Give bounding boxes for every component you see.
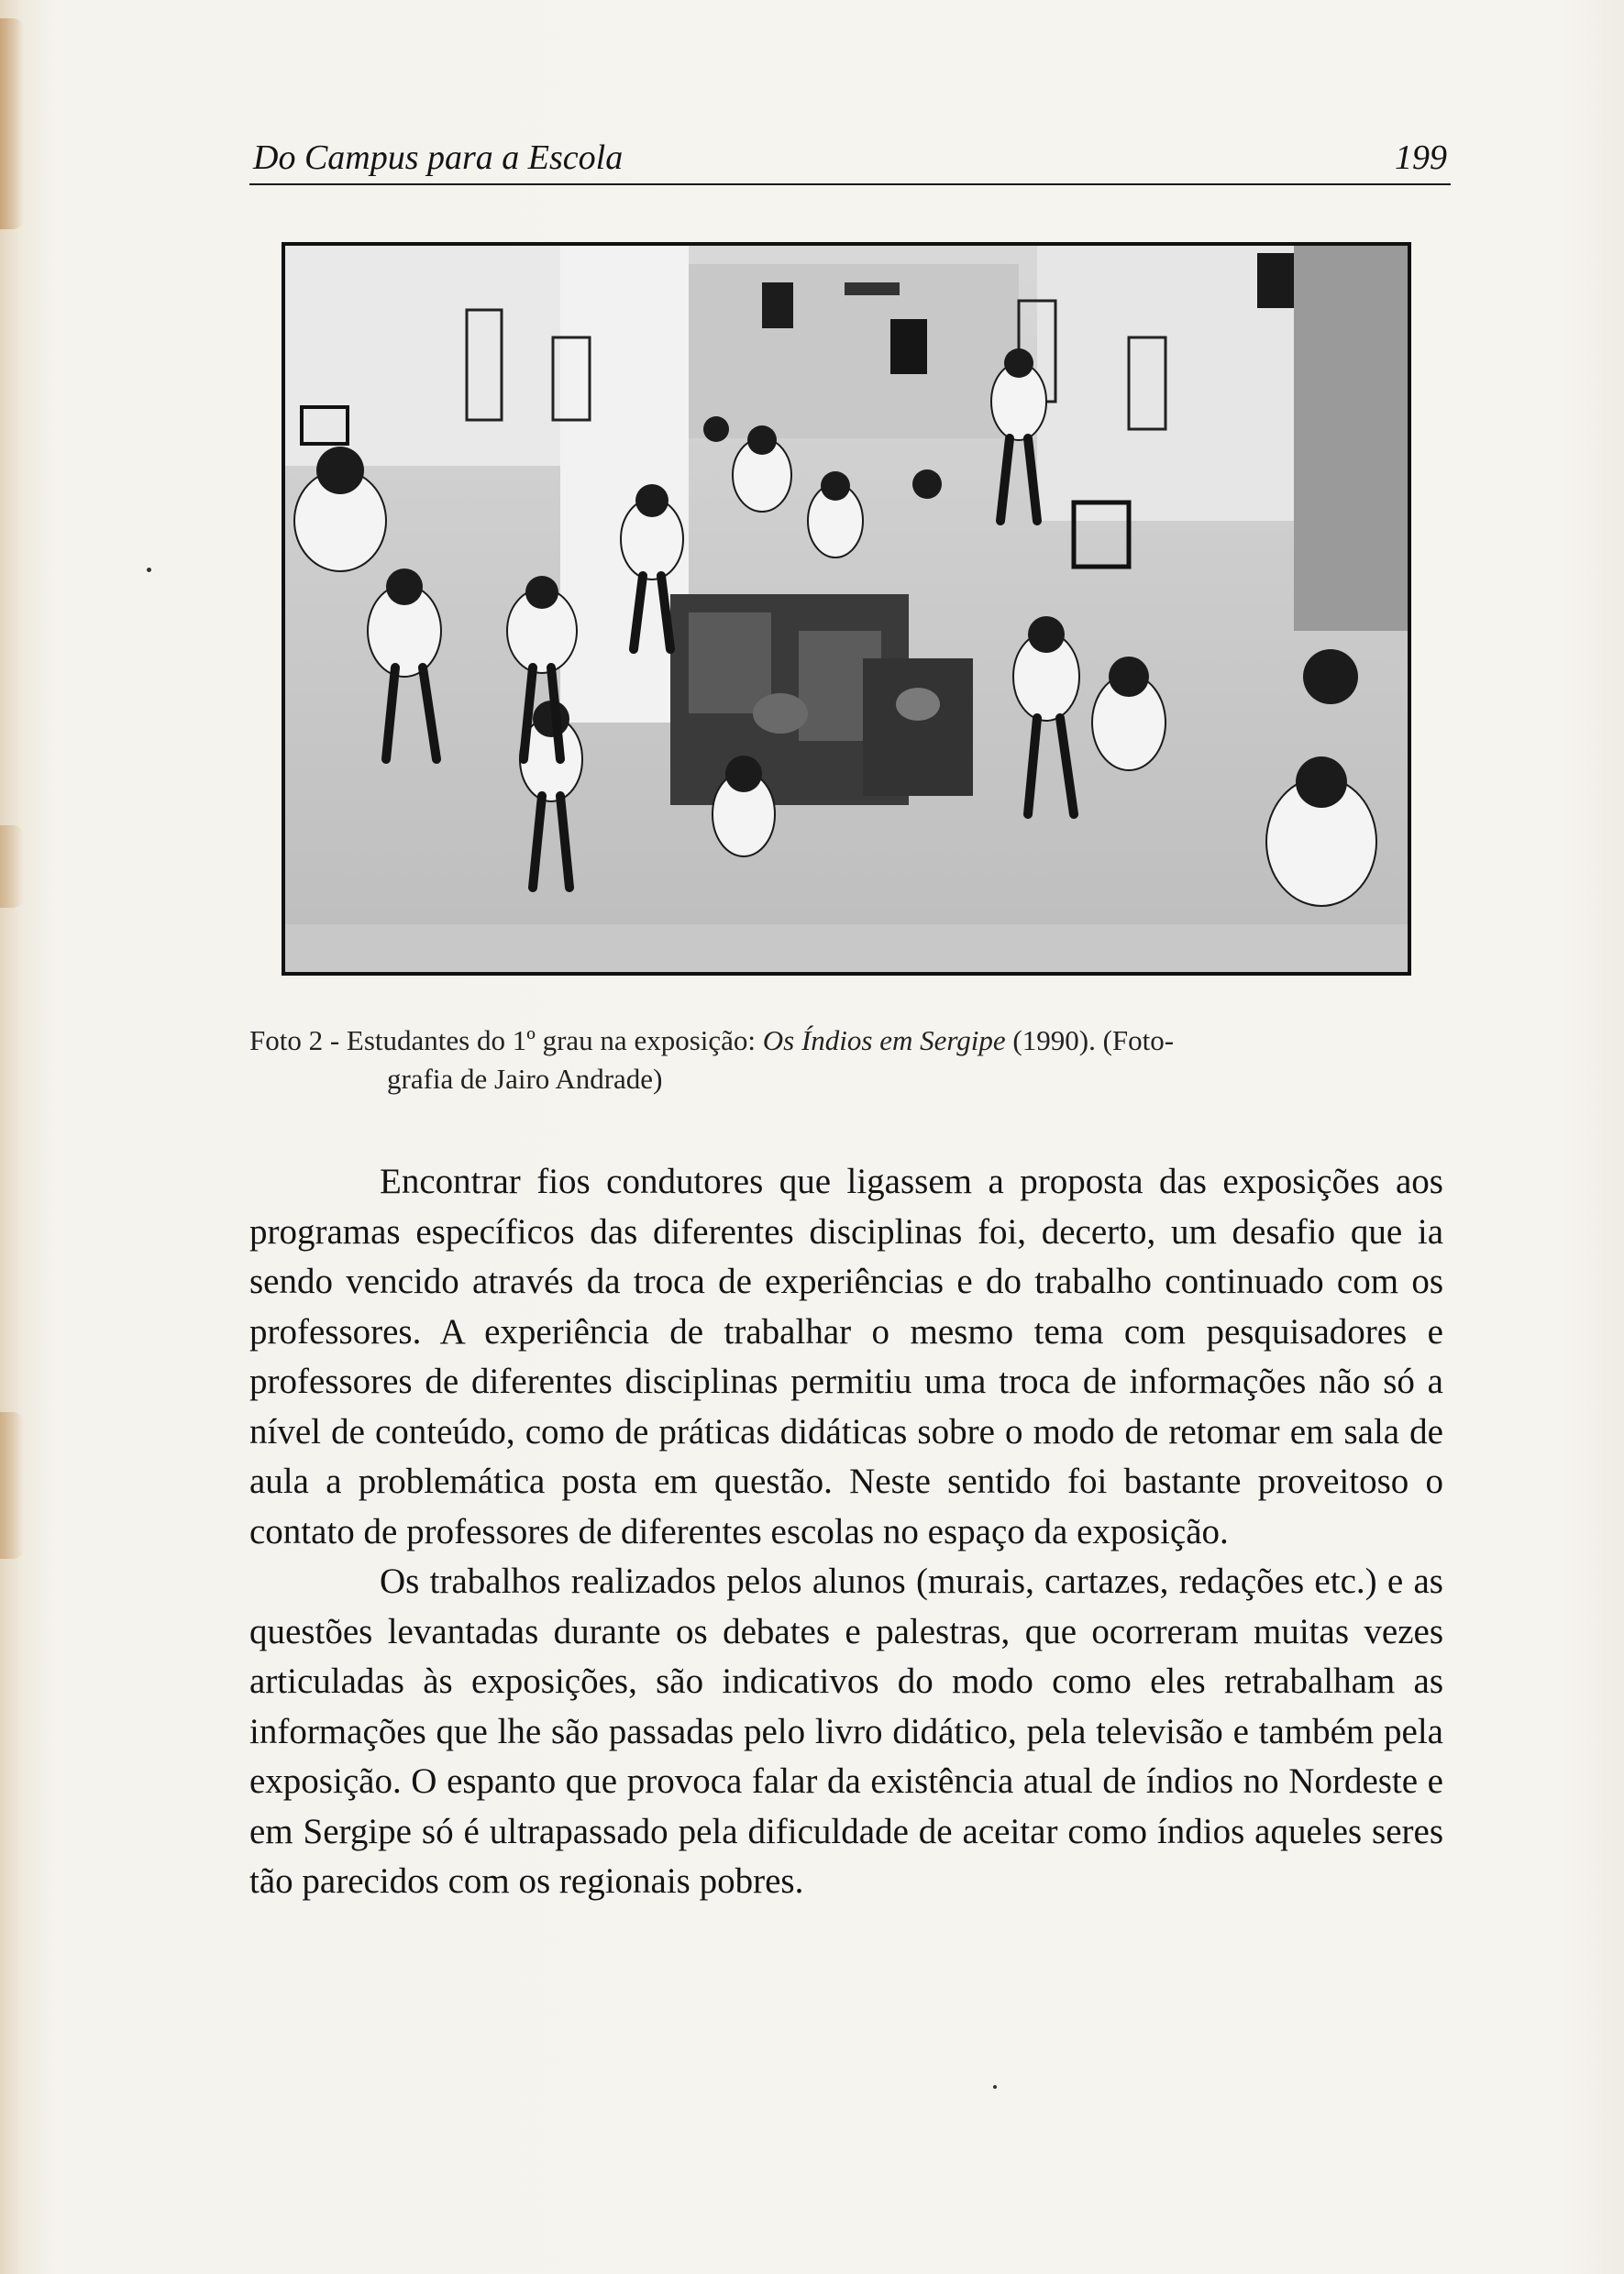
print-speck xyxy=(147,568,151,572)
caption-text: Foto 2 - Estudantes do 1º grau na exposição: xyxy=(249,1024,763,1056)
photo-caption xyxy=(249,1021,1451,1098)
caption-photo-credit: grafia de Jairo Andrade) xyxy=(387,1063,663,1095)
caption-exhibition-title: Os Índios em Sergipe xyxy=(762,1024,1006,1056)
print-speck xyxy=(993,2085,997,2089)
page-edge-stain xyxy=(0,1412,24,1559)
paragraph: Os trabalhos realizados pelos alunos (murais, cartazes, redações etc.) e as questões levantadas durante os debates e palestras, que ocorreram muitas vezes articuladas às exposições, são indicativos do modo como eles retrabalham as informações que lhe são passadas pelo livro didático, pela televisão e também pela exposição. O espanto que provoca falar da existência atual de índios no Nordeste e em Sergipe só é ultrapassado pela dificuldade de aceitar como índios aqueles seres tão parecidos com os regionais pobres. xyxy=(249,1562,1443,1901)
photo-image xyxy=(285,246,1408,972)
running-title: Do Campus para a Escola xyxy=(253,138,624,177)
paragraph: Encontrar fios condutores que ligassem a proposta das exposições aos programas específicos das diferentes disciplinas foi, decerto, um desafio que ia sendo vencido através da troca de experiências e do trabalho continuado com os professores. A experiência de trabalhar o mesmo tema com pesquisadores e professores de diferentes disciplinas permitiu uma troca de informações não só a nível de conteúdo, como de práticas didáticas sobre o modo de retomar em sala de aula a problemática posta em questão. Neste sentido foi bastante proveitoso o contato de professores de diferentes escolas no espaço da exposição. xyxy=(249,1162,1443,1551)
caption-text-end: (1990). (Foto- xyxy=(1005,1024,1175,1056)
page-edge-stain xyxy=(0,825,24,908)
main-text xyxy=(249,1157,1443,1907)
page-header xyxy=(249,128,1451,185)
page-number: 199 xyxy=(1395,138,1447,177)
page-edge-stain xyxy=(0,18,24,229)
exhibition-photo xyxy=(282,242,1411,976)
